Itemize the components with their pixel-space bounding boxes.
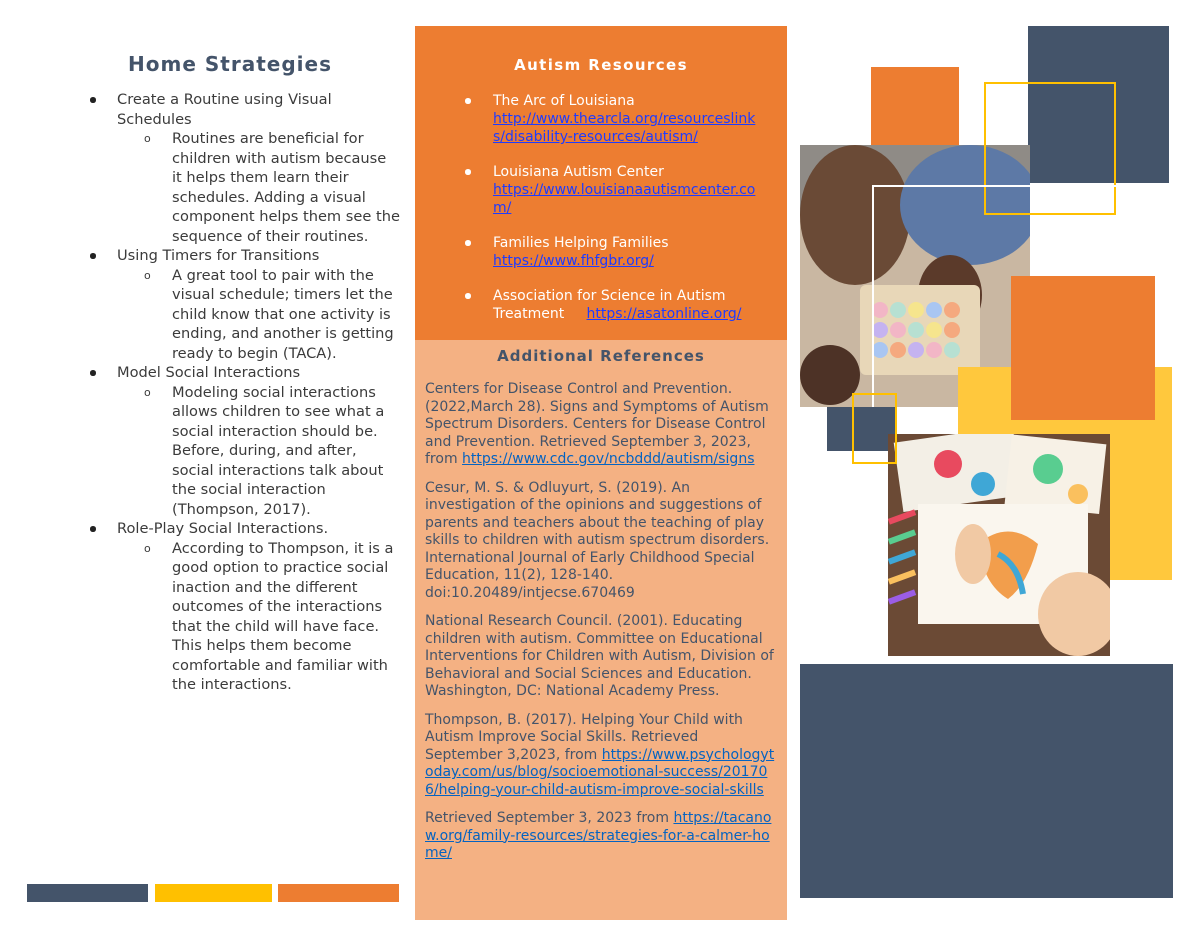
resource-link[interactable]: https://www.louisianaautismcenter.com/ xyxy=(493,182,756,216)
resource-name: Louisiana Autism Center xyxy=(493,164,664,180)
orange-bar xyxy=(278,884,399,902)
resource-name: Association for Science in Autism Treatment xyxy=(493,288,726,322)
strategies-list xyxy=(80,90,400,695)
strategy-sub-item: o Modeling social interactions allows children to see what a social interaction should be. Before, during, and after, social interactions talk about the social interaction (Thompson, 2017). xyxy=(117,383,400,520)
reference-item xyxy=(425,712,777,800)
strategy-sub-item: o Routines are beneficial for children with autism because it helps them learn their schedules. Adding a visual component helps them see the sequence of their routines. xyxy=(117,129,400,246)
strategy-item-text: Model Social Interactions xyxy=(117,364,301,381)
gold-bar xyxy=(155,884,272,902)
resource-item xyxy=(465,234,765,270)
additional-references-title: Additional References xyxy=(497,347,705,365)
strategy-item xyxy=(80,363,400,519)
strategy-item xyxy=(80,519,400,695)
resource-item xyxy=(465,287,765,323)
orange-square-mid xyxy=(1011,276,1155,420)
navy-cover-block xyxy=(800,664,1173,898)
reference-item xyxy=(425,381,777,469)
resources-list xyxy=(465,92,765,340)
reference-text: Thompson, B. (2017). Helping Your Child with Autism Improve Social Skills. Retrieved September 3,2023, from xyxy=(425,711,743,763)
strategy-item xyxy=(80,246,400,363)
resource-name: The Arc of Louisiana xyxy=(493,93,635,109)
strategy-item-text: Role-Play Social Interactions. xyxy=(117,520,329,537)
resource-item xyxy=(465,92,765,146)
yellow-outline-small xyxy=(852,393,897,464)
references-list xyxy=(425,381,777,874)
resource-link[interactable]: https://www.fhfgbr.org/ xyxy=(493,253,654,269)
resource-link[interactable]: http://www.thearcla.org/resourceslinks/disability-resources/autism/ xyxy=(493,111,756,145)
orange-square-top xyxy=(871,67,959,147)
reference-link[interactable]: https://www.cdc.gov/ncbddd/autism/signs xyxy=(462,451,755,467)
child-coloring-image xyxy=(888,434,1110,656)
reference-text: Cesur, M. S. & Odluyurt, S. (2019). An investigation of the opinions and suggestions of parents and teachers about the teaching of play skills to children with autism spectrum disorders. International Journal of Early Childhood Special Education, 11(2), 128-140. doi:10.20489/intjecse.670469 xyxy=(425,479,770,601)
autism-resources-panel xyxy=(415,26,787,340)
resource-item xyxy=(465,163,765,217)
resource-link[interactable]: https://asatonline.org/ xyxy=(586,306,742,322)
strategy-sub-item: o According to Thompson, it is a good option to practice social inaction and the different outcomes of the interactions that the child will have face. This helps them become comfortable and familiar with the interactions. xyxy=(117,539,400,695)
reference-link[interactable]: https://tacanow.org/family-resources/strategies-for-a-calmer-home/ xyxy=(425,810,772,861)
home-strategies-title: Home Strategies xyxy=(128,52,332,76)
reference-text: Centers for Disease Control and Prevention. (2022,March 28). Signs and Symptoms of Autism Spectrum Disorders. Centers for Disease Control and Prevention. Retrieved September 3, 2023, from xyxy=(425,381,769,467)
child-coloring-photo xyxy=(888,434,1110,656)
reference-text: Retrieved September 3, 2023 from xyxy=(425,810,669,826)
reference-item xyxy=(425,810,777,863)
home-strategies-panel xyxy=(80,52,400,695)
reference-link[interactable]: https://www.psychologytoday.com/us/blog/socioemotional-success/201706/helping-your-child-autism-improve-social-skills xyxy=(425,746,775,798)
resource-name: Families Helping Families xyxy=(493,235,669,251)
additional-references-panel xyxy=(415,340,787,920)
reference-item xyxy=(425,613,777,701)
autism-resources-title: Autism Resources xyxy=(514,56,688,74)
strategy-item-text: Using Timers for Transitions xyxy=(117,247,320,264)
navy-bar xyxy=(27,884,148,902)
reference-text: National Research Council. (2001). Educating children with autism. Committee on Educational Interventions for Children with Autism, Division of Behavioral and Social Sciences and Education. Washington, DC: National Academy Press. xyxy=(425,613,774,699)
strategy-item xyxy=(80,90,400,246)
strategy-sub-item: o A great tool to pair with the visual schedule; timers let the child know that one activity is ending, and another is getting ready to begin (TACA). xyxy=(117,266,400,364)
reference-item xyxy=(425,480,777,603)
strategy-item-text: Create a Routine using Visual Schedules xyxy=(117,91,332,128)
